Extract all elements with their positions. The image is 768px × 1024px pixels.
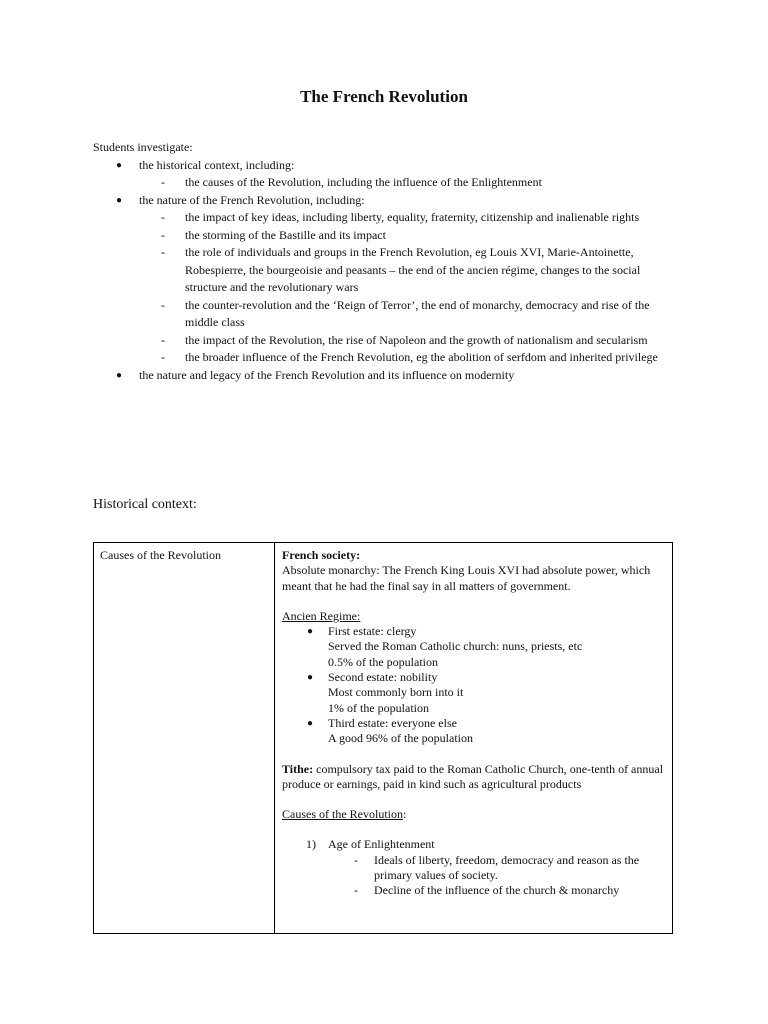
outline-text: the counter-revolution and the ‘Reign of Terror’, the end of monarchy, democracy and rise of the middle class — [185, 297, 650, 329]
outline-text: the role of individuals and groups in the French Revolution, eg Louis XVI, Marie-Antoinette, Robespierre, the bourgeoisie and peasants – the end of the ancien régime, changes to the social structure and the revolutionary wars — [185, 245, 641, 294]
outline-subitem — [93, 332, 683, 350]
bullet-icon: ● — [307, 672, 314, 684]
dash-marker: - — [161, 175, 165, 189]
outline-text: the storming of the Bastille and its impact — [185, 227, 386, 242]
causes-heading-colon: : — [402, 807, 407, 822]
cause-item — [282, 837, 665, 852]
outline-subitem — [93, 349, 683, 367]
outline-item — [93, 367, 683, 385]
estate-detail: Served the Roman Catholic church: nuns, priests, etc — [328, 639, 583, 654]
tithe-definition — [282, 762, 665, 793]
dash-marker: - — [161, 210, 165, 224]
bullet-icon: ● — [307, 717, 314, 729]
notes-table — [93, 542, 673, 934]
outline-item — [93, 192, 683, 210]
outline-text: the historical context, including: — [139, 157, 295, 172]
absolute-monarchy-text: Absolute monarchy: The French King Louis XVI had absolute power, which meant that he had the final say in all matters of government. — [282, 563, 651, 593]
estate-title: First estate: clergy — [328, 624, 417, 639]
french-society-heading: French society: — [282, 548, 361, 562]
section-heading: Historical context: — [93, 497, 197, 512]
causes-heading-text: Causes of the Revolution — [282, 807, 403, 822]
cause-point-text: Ideals of liberty, freedom, democracy and reason as the primary values of society. — [374, 852, 640, 883]
outline-text: the nature and legacy of the French Revolution and its influence on modernity — [139, 367, 515, 382]
estate-item — [282, 624, 665, 670]
bullet-icon: ● — [307, 626, 314, 638]
dash-marker: - — [161, 350, 165, 364]
outline-text: the causes of the Revolution, including the influence of the Enlightenment — [185, 175, 542, 189]
dash-marker: - — [161, 227, 165, 242]
cause-title: Age of Enlightenment — [328, 837, 435, 852]
ancien-regime-heading: Ancien Regime: — [282, 608, 361, 623]
outline-text: the impact of the Revolution, the rise of Napoleon and the growth of nationalism and secularism — [185, 332, 648, 347]
bullet-icon: ● — [116, 194, 123, 206]
cause-point — [282, 883, 665, 898]
dash-marker: - — [354, 883, 358, 898]
intro-lead: Students investigate: — [93, 140, 193, 154]
outline-item — [93, 157, 683, 175]
estate-title: Second estate: nobility — [328, 670, 438, 685]
estate-detail: 0.5% of the population — [328, 654, 438, 669]
causes-heading — [282, 807, 665, 822]
estate-item — [282, 670, 665, 716]
estate-title: Third estate: everyone else — [328, 715, 457, 730]
bullet-icon: ● — [116, 369, 123, 381]
cause-point — [282, 853, 665, 884]
dash-marker: - — [354, 852, 358, 867]
page-title: The French Revolution — [300, 87, 468, 106]
dash-marker: - — [161, 332, 165, 347]
estate-detail: Most commonly born into it — [328, 685, 464, 700]
outline-subitem — [93, 209, 683, 227]
bullet-icon: ● — [116, 159, 123, 171]
estate-detail: 1% of the population — [328, 700, 429, 715]
estate-item — [282, 716, 665, 747]
outline-subitem — [93, 227, 683, 245]
intro-outline — [93, 139, 683, 384]
table-cell-topic: Causes of the Revolution — [94, 543, 275, 933]
table-cell-notes — [275, 543, 672, 943]
tithe-label: Tithe: — [282, 761, 314, 776]
estate-detail: A good 96% of the population — [328, 731, 473, 746]
outline-subitem — [93, 174, 683, 192]
outline-subitem — [93, 244, 683, 297]
outline-text: the broader influence of the French Revolution, eg the abolition of serfdom and inherited privilege — [185, 350, 658, 364]
cause-point-text: Decline of the influence of the church & monarchy — [374, 883, 620, 898]
dash-marker: - — [161, 297, 165, 312]
cause-number: 1) — [306, 837, 316, 852]
tithe-text: compulsory tax paid to the Roman Catholic Church, one-tenth of annual produce or earnings, paid in kind such as agricultural products — [282, 761, 664, 791]
outline-subitem — [93, 297, 683, 332]
outline-text: the impact of key ideas, including liberty, equality, fraternity, citizenship and inalienable rights — [185, 210, 640, 224]
dash-marker: - — [161, 245, 165, 259]
outline-text: the nature of the French Revolution, including: — [139, 192, 365, 207]
